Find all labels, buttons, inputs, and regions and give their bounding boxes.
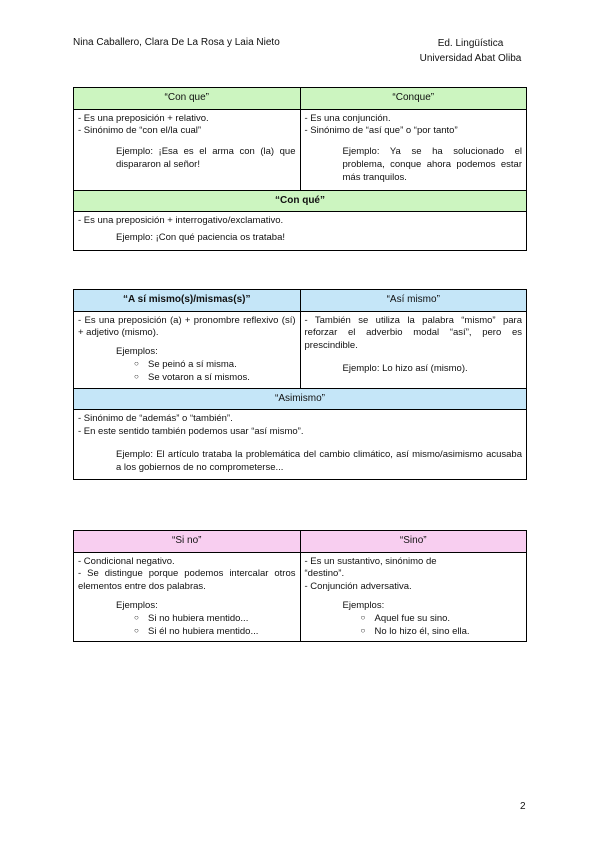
list-item: ○ Si él no hubiera mentido... [134, 626, 296, 639]
table3-col1-cell [74, 552, 301, 642]
table3-col2-line: - Conjunción adversativa. [304, 581, 412, 593]
table2-col2-cell [300, 311, 527, 388]
list-item: ○ No lo hizo él, sino ella. [361, 626, 523, 639]
table-asi-mismo [73, 289, 527, 480]
list-item: ○ Se peinó a sí misma. [134, 359, 296, 372]
table2-col1-title: “A sí mismo(s)/mismas(s)” [74, 290, 301, 312]
table1-col2-line: - Sinónimo de “así que” o “por tanto” [304, 125, 458, 137]
table-con-que [73, 87, 527, 251]
list-item: ○ Se votaron a sí mismos. [134, 372, 296, 385]
page-number: 2 [520, 801, 526, 812]
table2-col2-text: - También se utiliza la palabra “mismo” para reforzar el adverbio modal “así”, pero es prescindible. [304, 314, 522, 352]
list-item: ○ Si no hubiera mentido... [134, 613, 296, 626]
table3-col1-examples-label: Ejemplos: [116, 599, 158, 611]
table1-full-title: “Con qué” [74, 190, 527, 212]
table2-full-line: - En este sentido también podemos usar “así mismo”. [78, 425, 304, 437]
header-institution [413, 36, 528, 66]
table2-full-cell [74, 410, 527, 480]
table3-col2-example-list [361, 613, 523, 639]
table2-col2-title: “Así mismo” [300, 290, 527, 312]
table3-col1-example-list [134, 613, 296, 639]
table3-col2-title: “Sino” [300, 531, 527, 553]
table3-col2-line: - Es un sustantivo, sinónimo de “destino”. [304, 555, 437, 580]
table2-col2-example: Ejemplo: Lo hizo así (mismo). [342, 362, 468, 374]
table1-col1-example: Ejemplo: ¡Esa es el arma con (la) que dispararon al señor! [116, 146, 296, 170]
table1-full-cell [74, 212, 527, 251]
table3-col2-examples-label: Ejemplos: [342, 599, 385, 611]
list-item: ○ Aquel fue su sino. [361, 613, 523, 626]
table2-col1-text: - Es una preposición (a) + pronombre reflexivo (sí) + adjetivo (mismo). [78, 314, 296, 339]
table1-col1-line: - Sinónimo de “con el/la cual” [78, 125, 202, 137]
table2-full-title: “Asimismo” [74, 388, 527, 410]
table2-full-example: Ejemplo: El artículo trataba la problemática del cambio climático, así mismo/asimismo acusaba a los gobiernos de no comprometerse... [116, 448, 522, 473]
table3-col2-cell [300, 552, 527, 642]
table3-col1-line: - Se distingue porque podemos intercalar otros elementos entre dos palabras. [78, 568, 296, 593]
table1-col1-line: - Es una preposición + relativo. [78, 112, 209, 124]
header-university: Universidad Abat Oliba [419, 53, 522, 64]
table-si-no [73, 530, 527, 642]
table2-col1-examples-label: Ejemplos: [116, 346, 158, 358]
table2-col1-example-list [134, 359, 296, 385]
table3-col1-line: - Condicional negativo. [78, 555, 175, 567]
table2-full-line: - Sinónimo de “además” o “también”. [78, 413, 233, 425]
table1-col1-cell [74, 109, 301, 190]
table1-full-example: Ejemplo: ¡Con qué paciencia os trataba! [116, 231, 285, 243]
table1-col2-example: Ejemplo: Ya se ha solucionado el problema, conque ahora podemos estar más tranquilos. [342, 146, 522, 183]
table1-full-line: - Es una preposición + interrogativo/exclamativo. [78, 215, 284, 227]
header-authors: Nina Caballero, Clara De La Rosa y Laia Nieto [73, 37, 280, 48]
table3-col1-title: “Si no” [74, 531, 301, 553]
table2-col1-cell [74, 311, 301, 388]
table1-col1-title: “Con que” [74, 88, 301, 110]
header-course: Ed. Lingüística [437, 38, 504, 49]
table1-col2-cell [300, 109, 527, 190]
table1-col2-line: - Es una conjunción. [304, 112, 391, 124]
table1-col2-title: “Conque” [300, 88, 527, 110]
